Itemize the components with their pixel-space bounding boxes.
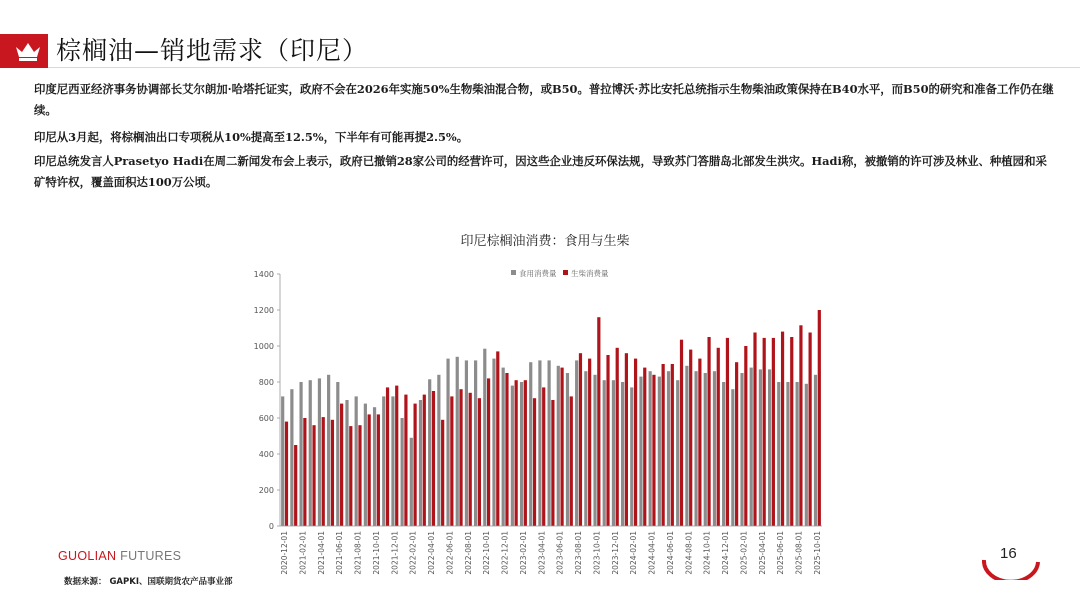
bar-food	[456, 357, 459, 526]
legend-swatch-food	[511, 270, 516, 275]
paragraph-license-revocation: 印尼总统发言人Prasetyo Hadi在周二新闻发布会上表示，政府已撤销28家公司的经营许可，因这些企业违反环保法规，导致苏门答腊岛北部发生洪灾。Hadi称，被撤销的许可涉及林业、种植园和采矿特许权，覆盖面积达100万公顷。	[34, 154, 1047, 189]
bar-biodiesel	[698, 359, 701, 526]
bar-biodiesel	[331, 420, 334, 526]
bar-food	[446, 359, 449, 526]
x-tick-label: 2023-06-01	[555, 531, 565, 575]
bar-biodiesel	[726, 338, 729, 526]
bar-biodiesel	[496, 351, 499, 526]
data-source-note: 数据来源： GAPKI、国联期货农产品事业部	[64, 577, 233, 587]
x-tick-label: 2023-10-01	[592, 531, 602, 575]
bar-food	[603, 380, 606, 526]
bar-food	[796, 382, 799, 526]
bar-food	[364, 404, 367, 526]
x-tick-label: 2025-10-01	[812, 531, 822, 575]
bar-biodiesel	[294, 445, 297, 526]
bar-biodiesel	[322, 417, 325, 526]
bar-food	[336, 382, 339, 526]
bar-biodiesel	[634, 359, 637, 526]
y-tick-label: 200	[258, 486, 274, 495]
bar-biodiesel	[505, 373, 508, 526]
bar-biodiesel	[414, 404, 417, 526]
x-tick-label: 2023-04-01	[537, 531, 547, 575]
x-tick-label: 2021-10-01	[371, 531, 381, 575]
bar-food	[805, 384, 808, 526]
bar-biodiesel	[707, 337, 710, 526]
bar-food	[483, 349, 486, 526]
legend[interactable]	[511, 268, 609, 278]
bar-biodiesel	[643, 368, 646, 526]
x-tick-label: 2025-02-01	[739, 531, 749, 575]
brand-name-futures: FUTURES	[120, 549, 182, 563]
bars	[281, 310, 821, 526]
x-tick-label: 2022-10-01	[482, 531, 492, 575]
bar-food	[649, 371, 652, 526]
bar-biodiesel	[671, 364, 674, 526]
bar-biodiesel	[432, 391, 435, 526]
bar-food	[410, 438, 413, 526]
x-tick-label: 2025-06-01	[776, 531, 786, 575]
x-tick-label: 2022-04-01	[427, 531, 437, 575]
brand-logo-text	[58, 549, 181, 563]
bar-biodiesel	[717, 348, 720, 526]
bar-food	[621, 382, 624, 526]
bar-food	[428, 379, 431, 526]
bar-food	[548, 360, 551, 526]
y-tick-label: 0	[268, 522, 274, 531]
x-tick-label: 2020-12-01	[280, 531, 290, 575]
bar-biodiesel	[799, 325, 802, 526]
bar-biodiesel	[772, 338, 775, 526]
bar-food	[373, 407, 376, 526]
bar-food	[694, 371, 697, 526]
page-title: 棕榈油—销地需求（印尼）	[56, 36, 369, 65]
x-tick-label: 2025-08-01	[794, 531, 804, 575]
legend-swatch-biodiesel	[563, 270, 568, 275]
bar-food	[630, 387, 633, 526]
x-tick-label: 2022-06-01	[445, 531, 455, 575]
bar-biodiesel	[524, 380, 527, 526]
y-tick-label: 1200	[253, 306, 274, 315]
bar-biodiesel	[349, 426, 352, 526]
legend-label-biodiesel: 生柴消费量	[571, 269, 609, 278]
bar-food	[327, 375, 330, 526]
x-tick-label: 2022-12-01	[500, 531, 510, 575]
bar-food	[391, 396, 394, 526]
bar-food	[639, 377, 642, 526]
x-tick-label: 2024-10-01	[702, 531, 712, 575]
bar-food	[529, 362, 532, 526]
paragraph-b50-policy: 印度尼西亚经济事务协调部长艾尔朗加·哈塔托证实，政府不会在2026年实施50%生物柴油混合物，或B50。普拉博沃·苏比安托总统指示生物柴油政策保持在B40水平，而B50的研究和准备工作仍在继续。	[34, 82, 1054, 117]
x-tick-label: 2024-08-01	[684, 531, 694, 575]
bar-food	[437, 375, 440, 526]
legend-label-food: 食用消费量	[519, 269, 557, 278]
x-tick-label: 2025-04-01	[757, 531, 767, 575]
bar-food	[299, 382, 302, 526]
bar-biodiesel	[616, 348, 619, 526]
bar-food	[759, 369, 762, 526]
y-tick-label: 1400	[253, 270, 274, 279]
bar-biodiesel	[377, 414, 380, 526]
bar-food	[290, 389, 293, 526]
page-number: 16	[1000, 545, 1017, 562]
bar-biodiesel	[423, 395, 426, 526]
bar-food	[575, 360, 578, 526]
x-tick-label: 2021-06-01	[335, 531, 345, 575]
bar-biodiesel	[579, 353, 582, 526]
paragraph-export-levy: 印尼从3月起，将棕榈油出口专项税从10%提高至12.5%，下半年有可能再提2.5%。	[34, 130, 469, 144]
bar-biodiesel	[303, 418, 306, 526]
bar-biodiesel	[358, 425, 361, 526]
bar-biodiesel	[597, 317, 600, 526]
x-tick-label: 2024-04-01	[647, 531, 657, 575]
bar-biodiesel	[312, 425, 315, 526]
bar-biodiesel	[542, 387, 545, 526]
bar-food	[318, 378, 321, 526]
bar-biodiesel	[441, 420, 444, 526]
bar-food	[345, 400, 348, 526]
bar-food	[309, 380, 312, 526]
x-tick-label: 2023-02-01	[518, 531, 528, 575]
bar-biodiesel	[404, 395, 407, 526]
bar-biodiesel	[515, 380, 518, 526]
y-tick-label: 400	[258, 450, 274, 459]
bar-food	[777, 382, 780, 526]
bar-food	[511, 386, 514, 526]
bar-biodiesel	[551, 400, 554, 526]
bar-biodiesel	[680, 340, 683, 526]
y-axis	[254, 270, 280, 531]
bar-food	[502, 368, 505, 526]
x-tick-label: 2022-02-01	[408, 531, 418, 575]
bar-biodiesel	[459, 389, 462, 526]
bar-food	[786, 382, 789, 526]
bar-biodiesel	[560, 368, 563, 526]
x-tick-label: 2023-12-01	[610, 531, 620, 575]
bar-food	[465, 360, 468, 526]
bar-biodiesel	[735, 362, 738, 526]
brand-name-guolian: GUOLIAN	[58, 549, 117, 563]
bar-biodiesel	[570, 396, 573, 526]
bar-food	[814, 375, 817, 526]
bar-biodiesel	[662, 364, 665, 526]
bar-biodiesel	[469, 393, 472, 526]
bar-biodiesel	[395, 386, 398, 526]
bar-biodiesel	[625, 353, 628, 526]
bar-food	[401, 418, 404, 526]
bar-food	[419, 400, 422, 526]
bar-food	[750, 368, 753, 526]
bar-biodiesel	[744, 346, 747, 526]
bar-food	[667, 371, 670, 526]
bar-biodiesel	[753, 333, 756, 527]
bar-food	[474, 360, 477, 526]
x-tick-label: 2024-06-01	[665, 531, 675, 575]
bar-biodiesel	[781, 332, 784, 526]
bar-food	[355, 396, 358, 526]
bar-food	[685, 366, 688, 526]
bar-biodiesel	[478, 398, 481, 526]
chart-title: 印尼棕榈油消费：食用与生柴	[460, 234, 630, 249]
bar-food	[722, 382, 725, 526]
y-tick-label: 800	[258, 378, 274, 387]
consumption-bar-chart	[240, 258, 840, 576]
bar-food	[520, 382, 523, 526]
bar-food	[382, 396, 385, 526]
x-tick-label: 2021-12-01	[390, 531, 400, 575]
bar-food	[612, 380, 615, 526]
header-divider	[48, 67, 1080, 68]
x-tick-label: 2024-02-01	[629, 531, 639, 575]
bar-food	[704, 373, 707, 526]
bar-food	[713, 371, 716, 526]
bar-food	[557, 366, 560, 526]
bar-food	[538, 360, 541, 526]
bar-biodiesel	[533, 398, 536, 526]
x-tick-label: 2021-04-01	[316, 531, 326, 575]
y-tick-label: 600	[258, 414, 274, 423]
x-tick-label: 2022-08-01	[463, 531, 473, 575]
bar-food	[676, 380, 679, 526]
bar-food	[566, 373, 569, 526]
bar-biodiesel	[588, 359, 591, 526]
bar-food	[281, 396, 284, 526]
x-tick-label: 2023-08-01	[574, 531, 584, 575]
crown-icon	[14, 40, 42, 62]
bar-biodiesel	[368, 414, 371, 526]
bar-food	[768, 369, 771, 526]
x-tick-label: 2021-08-01	[353, 531, 363, 575]
y-tick-label: 1000	[253, 342, 274, 351]
bar-biodiesel	[790, 337, 793, 526]
bar-biodiesel	[809, 333, 812, 527]
bar-biodiesel	[340, 404, 343, 526]
bar-biodiesel	[652, 375, 655, 526]
bar-food	[731, 389, 734, 526]
bar-food	[740, 373, 743, 526]
bar-biodiesel	[689, 350, 692, 526]
bar-biodiesel	[386, 387, 389, 526]
x-tick-label: 2021-02-01	[298, 531, 308, 575]
bar-biodiesel	[763, 338, 766, 526]
bar-food	[584, 371, 587, 526]
bar-food	[658, 377, 661, 526]
bar-biodiesel	[285, 422, 288, 526]
bar-biodiesel	[606, 355, 609, 526]
x-tick-label: 2024-12-01	[721, 531, 731, 575]
bar-food	[593, 375, 596, 526]
bar-biodiesel	[450, 396, 453, 526]
x-axis	[280, 526, 822, 575]
bar-biodiesel	[487, 378, 490, 526]
bar-biodiesel	[818, 310, 821, 526]
bar-food	[492, 359, 495, 526]
